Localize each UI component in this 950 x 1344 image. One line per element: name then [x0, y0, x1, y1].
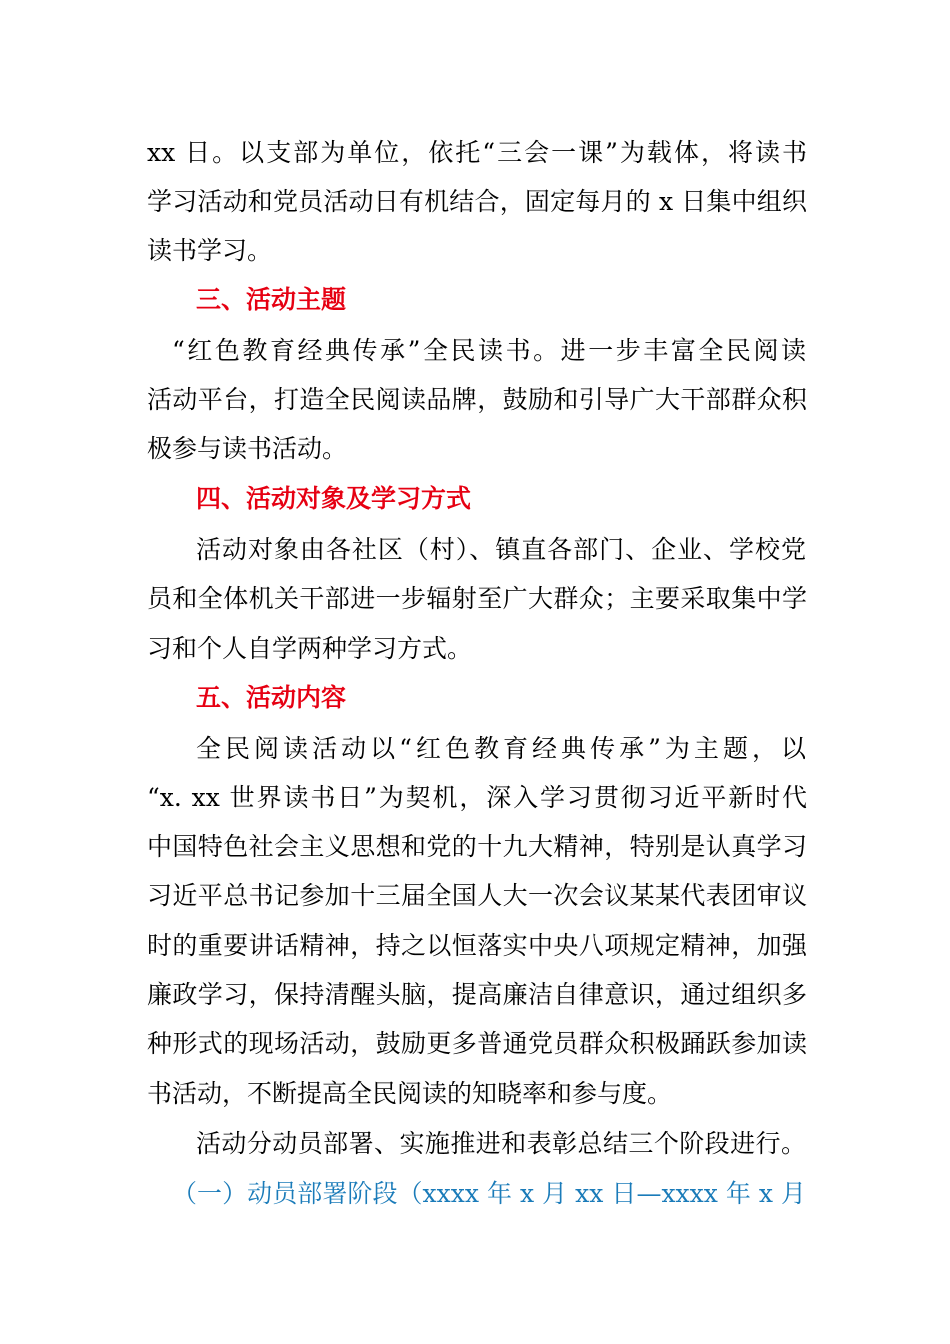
paragraph-line: 学习活动和党员活动日有机结合，固定每月的 x 日集中组织: [147, 187, 807, 216]
paragraph-line: 种形式的现场活动，鼓励更多普通党员群众积极踊跃参加读: [147, 1029, 807, 1058]
section-heading-theme: 三、活动主题: [196, 285, 347, 314]
paragraph-line: 极参与读书活动。: [147, 434, 348, 463]
paragraph-line: 读书学习。: [147, 236, 273, 265]
stage-summary: 活动分动员部署、实施推进和表彰总结三个阶段进行。: [196, 1129, 806, 1158]
paragraph-line: xx 日。以支部为单位，依托“三会一课”为载体，将读书: [147, 138, 807, 167]
paragraph-line: 中国特色社会主义思想和党的十九大精神，特别是认真学习: [147, 832, 807, 861]
paragraph-line: 活动对象由各社区（村）、镇直各部门、企业、学校党: [196, 535, 806, 564]
paragraph-line: 习和个人自学两种学习方式。: [147, 634, 473, 663]
section-heading-content: 五、活动内容: [196, 683, 347, 712]
paragraph-line: 习近平总书记参加十三届全国人大一次会议某某代表团审议: [147, 881, 807, 910]
paragraph-line: 全民阅读活动以“红色教育经典传承”为主题，以: [196, 734, 806, 763]
paragraph-line: 廉政学习，保持清醒头脑，提高廉洁自律意识，通过组织多: [147, 980, 807, 1009]
subsection-heading-mobilization: （一）动员部署阶段（xxxx 年 x 月 xx 日—xxxx 年 x 月: [172, 1179, 806, 1208]
paragraph-line: “红色教育经典传承”全民读书。进一步丰富全民阅读: [172, 336, 806, 365]
paragraph-line: 员和全体机关干部进一步辐射至广大群众；主要采取集中学: [147, 584, 807, 613]
paragraph-line: “x. xx 世界读书日”为契机，深入学习贯彻习近平新时代: [147, 783, 807, 812]
paragraph-line: 时的重要讲话精神，持之以恒落实中央八项规定精神，加强: [147, 931, 807, 960]
section-heading-audience: 四、活动对象及学习方式: [196, 484, 472, 513]
paragraph-line: 书活动，不断提高全民阅读的知晓率和参与度。: [147, 1079, 673, 1108]
paragraph-line: 活动平台，打造全民阅读品牌，鼓励和引导广大干部群众积: [147, 385, 807, 414]
